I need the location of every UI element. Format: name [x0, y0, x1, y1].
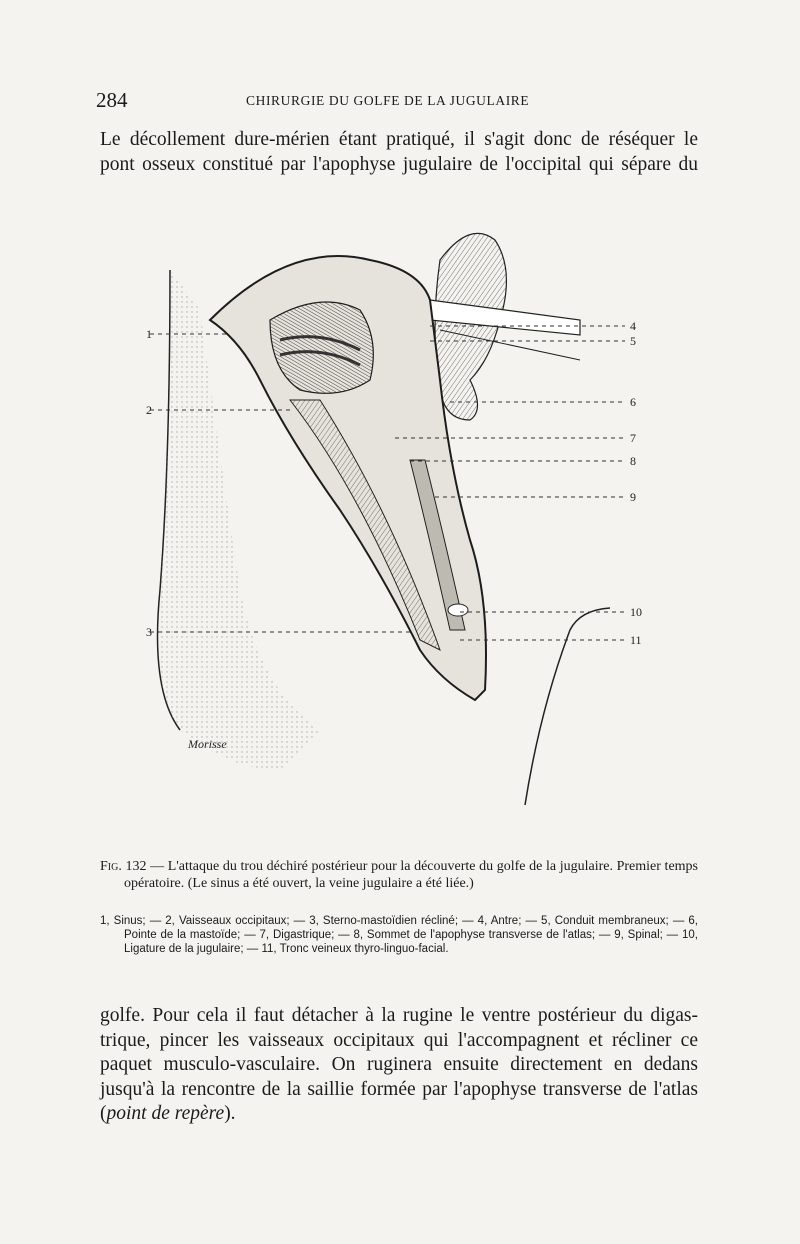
ligature [448, 604, 468, 616]
callout-11: 11 [630, 633, 642, 647]
running-title: CHIRURGIE DU GOLFE DE LA JUGULAIRE [246, 93, 530, 108]
anatomical-figure [140, 210, 660, 840]
text-line: Le décollement dure-mérien étant pratiqué, il s'agit donc de réséquer le [100, 129, 698, 150]
paren-open: ( [100, 1103, 107, 1124]
callout-1: 1 [146, 327, 152, 341]
figure-illustration [140, 210, 660, 840]
caption-text: — L'attaque du trou déchiré postérieur pour la découverte du golfe de la jugulaire. Premier temps opératoire. (Le sinus a été ouvert, la veine jugulaire a été liée.) [124, 859, 698, 891]
legend-text: 1, Sinus; — 2, Vaisseaux occipitaux; — 3, Sterno-mastoïdien récliné; — 4, Antre; — 5, Conduit membraneux; — 6, Pointe de la mastoïde; — 7, Digastrique; — 8, Sommet de l'apophyse transverse de l'atlas; — 9, Spinal; — 10, Ligature de la jugulaire; — 11, Tronc veineux thyro-linguo-facial. [100, 915, 698, 955]
figure-label: Fig. 132 [100, 859, 147, 874]
text-line [100, 1102, 698, 1127]
engraver-signature: Morisse [188, 737, 227, 751]
text-line: trique, pincer les vaisseaux occipitaux qui l'accompagnent et récliner ce [100, 1029, 698, 1051]
callout-7: 7 [630, 431, 636, 445]
callout-10: 10 [630, 605, 642, 619]
text-line: paquet musculo-vasculaire. On ruginera ensuite directement en dedans [100, 1054, 698, 1075]
text-line: golfe. Pour cela il faut détacher à la rugine le ventre postérieur du digas- [100, 1005, 698, 1026]
text-line: pont osseux constitué par l'apophyse jugulaire de l'occipital qui sépare du [100, 153, 698, 175]
text-line: jusqu'à la rencontre de la saillie formée par l'apophyse transverse de l'atlas [100, 1078, 698, 1100]
page-header [96, 88, 696, 114]
callout-9: 9 [630, 490, 636, 504]
figure-caption [100, 858, 698, 892]
callout-2: 2 [146, 403, 152, 417]
callout-3: 3 [146, 625, 152, 639]
top-paragraph [100, 128, 698, 177]
page-number: 284 [96, 88, 128, 112]
callout-5: 5 [630, 334, 636, 348]
callout-6: 6 [630, 395, 636, 409]
callout-4: 4 [630, 319, 636, 333]
italic-phrase: point de repère [106, 1103, 225, 1124]
paren-close: ). [224, 1103, 236, 1124]
figure-legend [100, 914, 698, 956]
wire-line [525, 608, 610, 805]
bottom-paragraph [100, 1004, 698, 1127]
callout-8: 8 [630, 454, 636, 468]
